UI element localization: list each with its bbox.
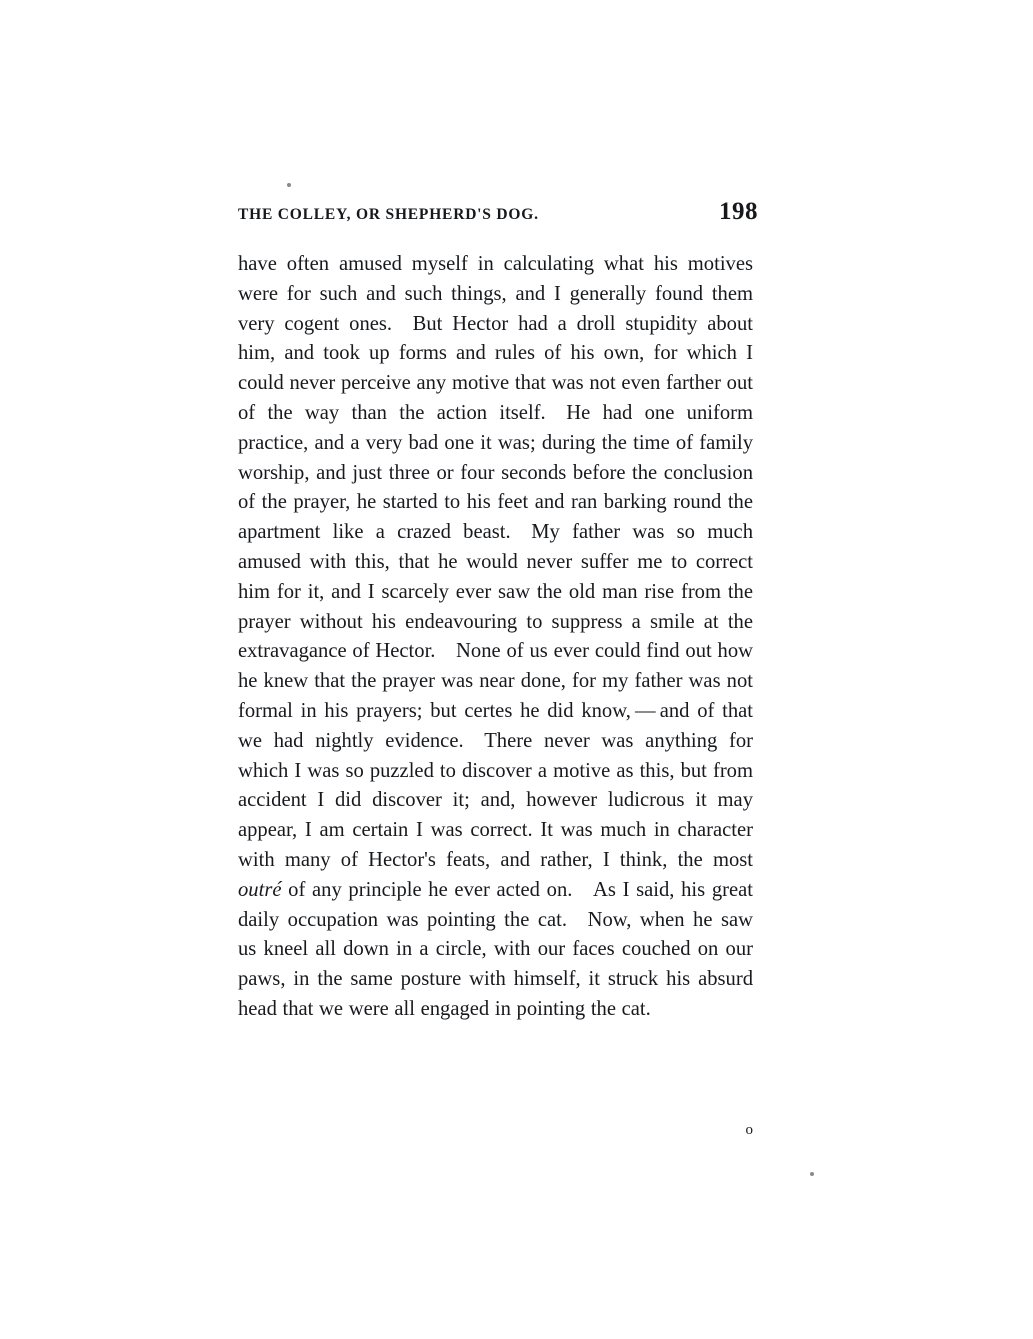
body-text xyxy=(238,250,753,1025)
body-text-part-1: have often amused myself in calculating what his motives were for such and such things, and I generally found them very cogent ones. But Hector had a droll stupidity about him, and took up forms and rules of his own, for which I could never perceive any motive that was not even farther out of the way than the action itself. He had one uniform practice, and a very bad one it was; during the time of family worship, and just three or four seconds before the conclusion of the prayer, he started to his feet and ran barking round the apartment like a crazed beast. My father was so much amused with this, that he would never suffer me to correct him for it, and I scarcely ever saw the old man rise from the prayer without his endeavouring to suppress a smile at the extravagance of Hector. None of us ever could find out how he knew that the prayer was near done, for my father was not formal in his prayers; but certes he did know, — and of that we had nightly evidence. There never was anything for which I was so puzzled to discover a motive as this, but from accident I did discover it; and, however ludicrous it may appear, I am certain I was correct. It was much in character with many of Hector's feats, and rather, I think, the most xyxy=(238,253,753,871)
running-title: THE COLLEY, OR SHEPHERD'S DOG. xyxy=(238,206,539,223)
italic-word-outre: outré xyxy=(238,878,282,901)
page-number: 198 xyxy=(719,198,758,225)
signature-mark: o xyxy=(745,1122,753,1138)
page-header xyxy=(238,198,758,226)
print-speck-top xyxy=(287,183,291,187)
body-paragraph xyxy=(238,250,753,1025)
body-text-part-2: of any principle he ever acted on. As I said, his great daily occupation was pointing the cat. Now, when he saw us kneel all down in a circle, with our faces couched on our paws, in the same posture with himself, it struck his absurd head that we were all engaged in pointing the cat. xyxy=(238,878,753,1020)
print-speck-bottom-right xyxy=(810,1172,814,1176)
